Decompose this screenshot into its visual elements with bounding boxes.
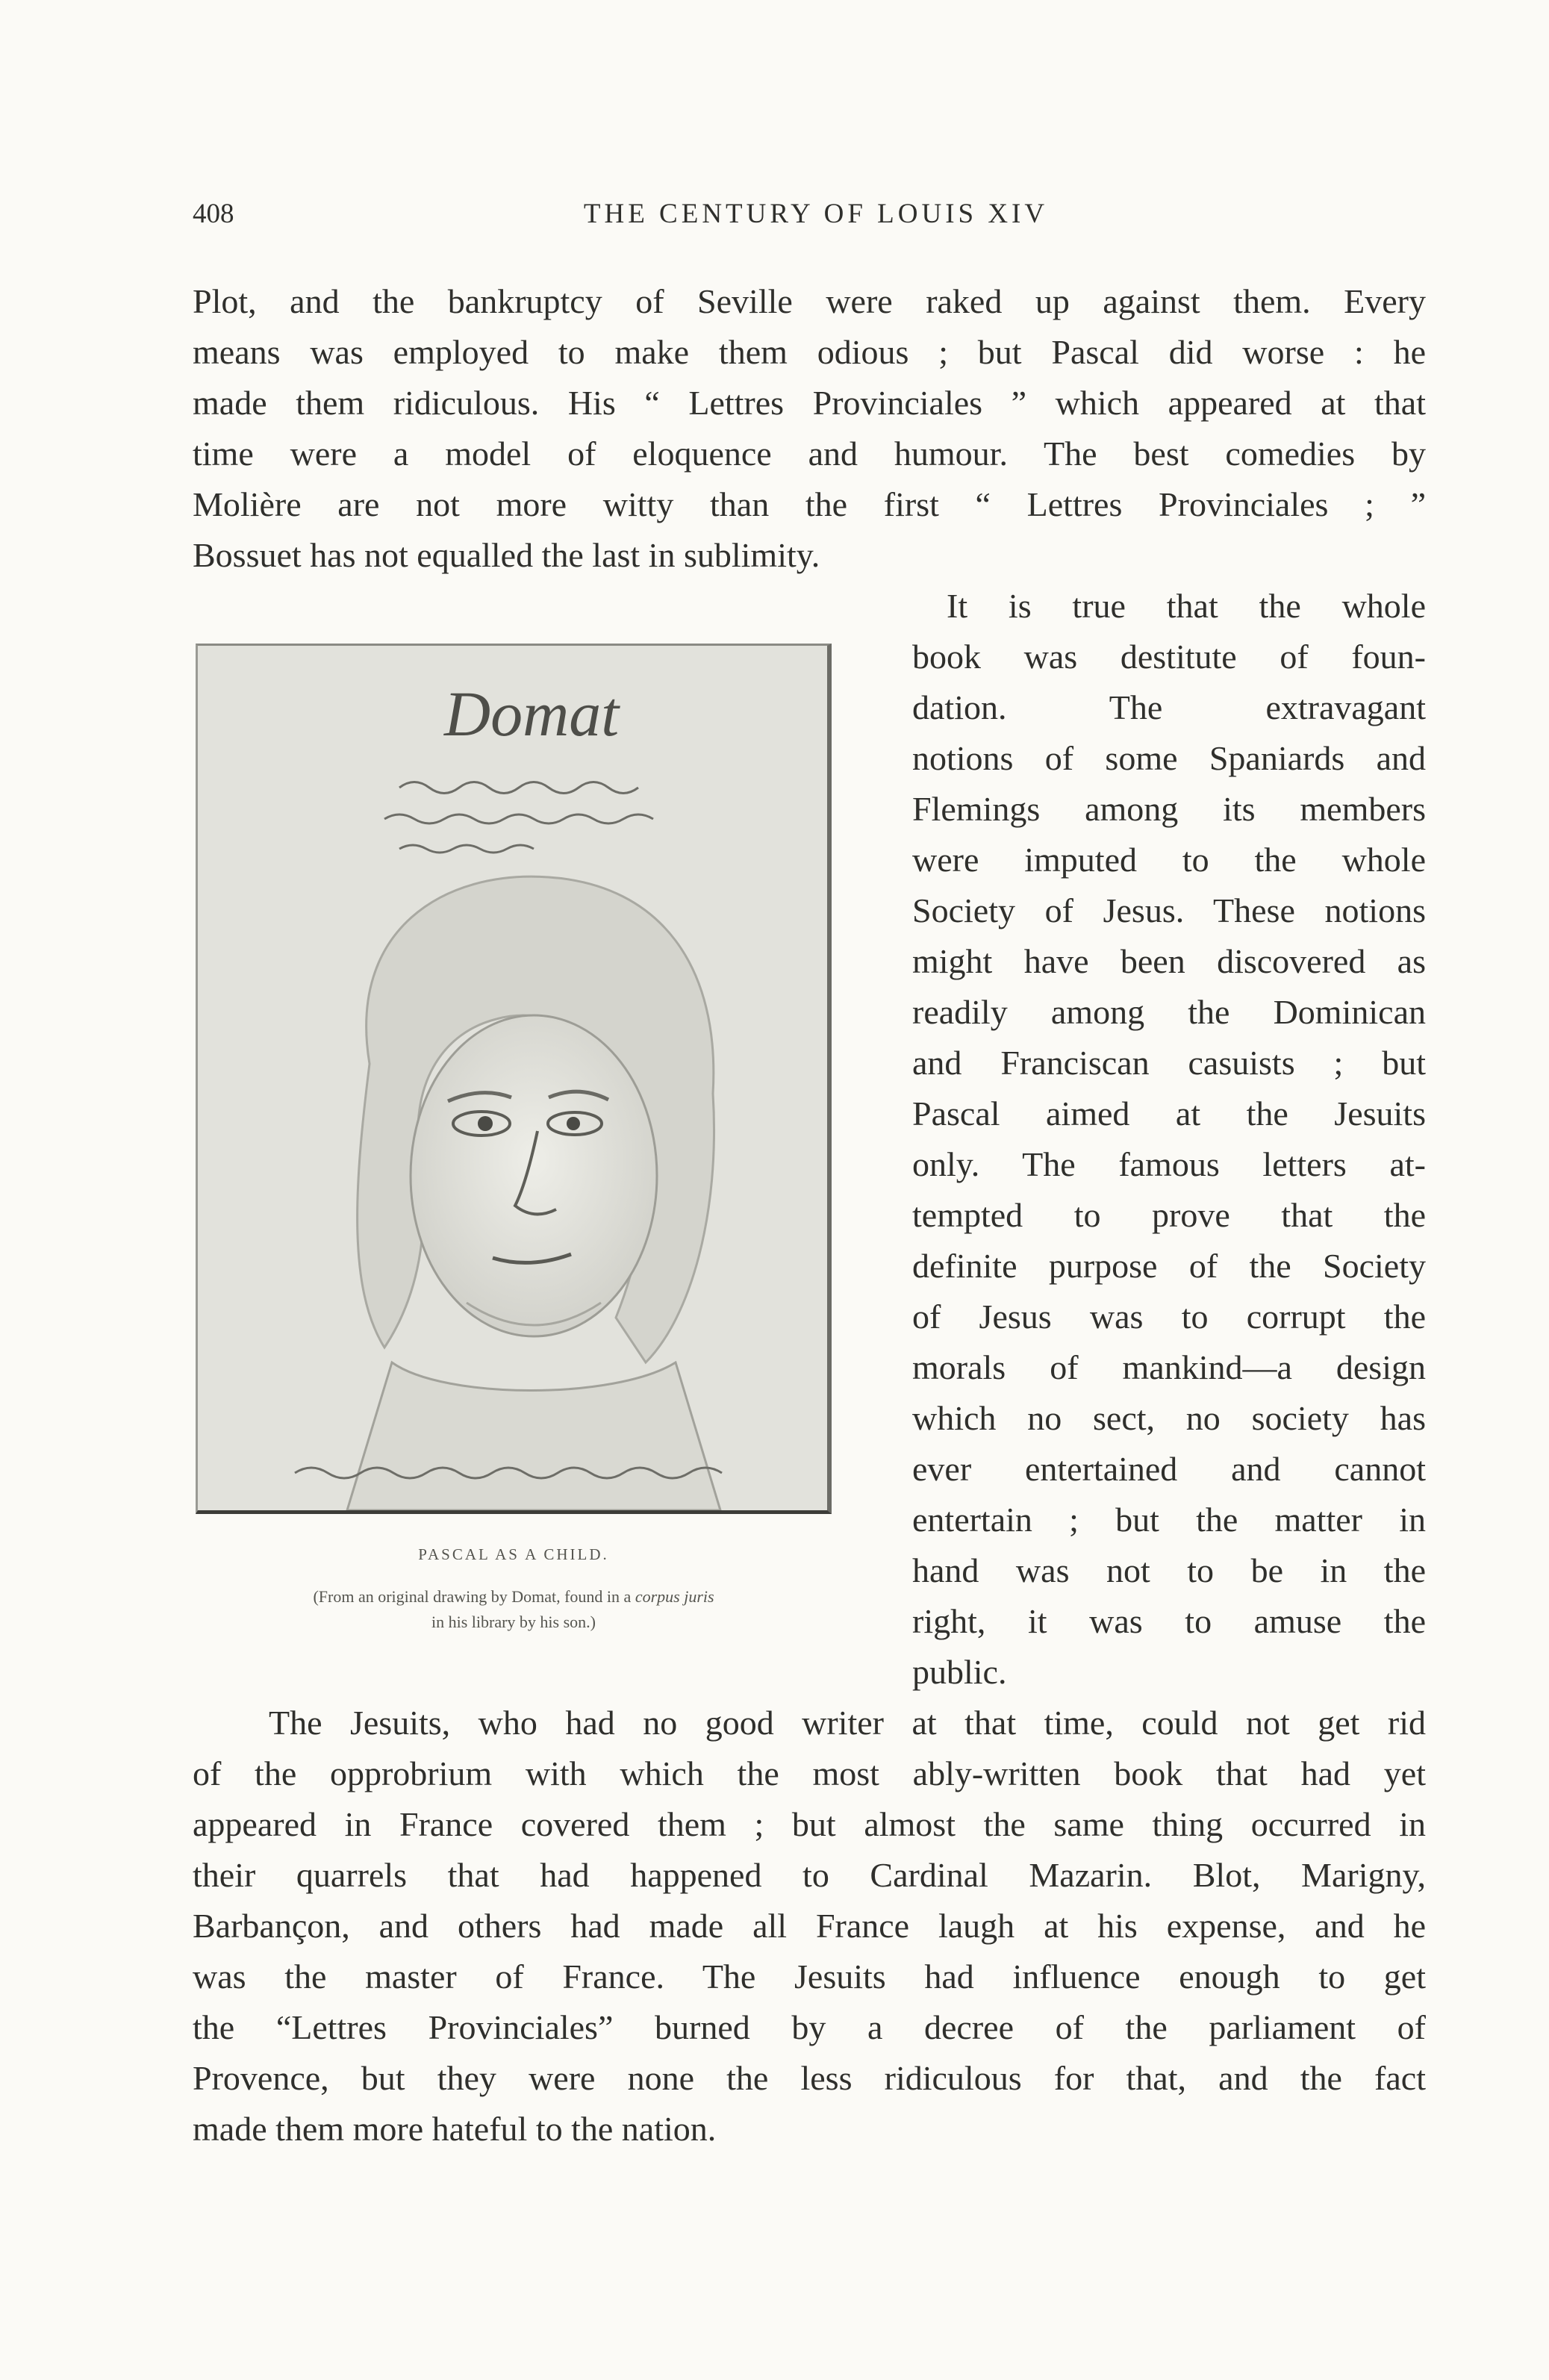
text-line: dation. The extravagant (912, 688, 1426, 726)
text-line: book was destitute of foun- (912, 638, 1426, 676)
text-line: right, it was to amuse the (912, 1602, 1426, 1640)
text-line: time were a model of eloquence and humour. The best comedies by (193, 434, 1426, 473)
text-line: appeared in France covered them ; but almost the same thing occurred in (193, 1805, 1426, 1843)
text-line: means was employed to make them odious ; but Pascal did worse : he (193, 333, 1426, 371)
running-head (193, 196, 1424, 233)
portrait-drawing (198, 646, 827, 1510)
text-line: entertain ; but the matter in (912, 1501, 1426, 1539)
text-line: their quarrels that had happened to Cardinal Mazarin. Blot, Marigny, (193, 1856, 1426, 1894)
running-title: THE CENTURY OF LOUIS XIV (583, 199, 1049, 229)
text-line: Pascal aimed at the Jesuits (912, 1094, 1426, 1133)
text-line: public. (912, 1653, 1007, 1691)
text-line: was the master of France. The Jesuits had influence enough to get (193, 1957, 1426, 1996)
text-line: ever entertained and cannot (912, 1450, 1426, 1488)
text-line: Flemings among its members (912, 790, 1426, 828)
text-line: and Franciscan casuists ; but (912, 1044, 1426, 1082)
right-pupil (567, 1117, 580, 1130)
text-line: morals of mankind—a design (912, 1348, 1426, 1386)
page-number: 408 (193, 199, 234, 229)
text-line: Provence, but they were none the less ridiculous for that, and the fact (193, 2059, 1426, 2097)
caption-note-text: in his library by his son.) (431, 1613, 596, 1631)
figure-caption-note (196, 1584, 832, 1635)
artist-signature: Domat (444, 678, 620, 750)
caption-note-text: (From an original drawing by Domat, found in a (313, 1587, 635, 1606)
text-line: which no sect, no society has (912, 1399, 1426, 1437)
face-outline (411, 1015, 657, 1336)
caption-note-italic: corpus juris (635, 1587, 714, 1606)
text-line: readily among the Dominican (912, 993, 1426, 1031)
text-line: made them more hateful to the nation. (193, 2110, 717, 2148)
text-line: tempted to prove that the (912, 1196, 1426, 1234)
text-line: Molière are not more witty than the first “ Lettres Provinciales ; ” (193, 485, 1426, 523)
text-line: of the opprobrium with which the most ably-written book that had yet (193, 1754, 1426, 1792)
text-line: might have been discovered as (912, 942, 1426, 980)
text-line: were imputed to the whole (912, 841, 1426, 879)
left-pupil (478, 1116, 493, 1131)
text-line: The Jesuits, who had no good writer at that time, could not get rid (269, 1704, 1426, 1742)
text-line: of Jesus was to corrupt the (912, 1298, 1426, 1336)
text-line: Barbançon, and others had made all France laugh at his expense, and he (193, 1907, 1426, 1945)
portrait-figure (196, 644, 832, 1514)
text-line: definite purpose of the Society (912, 1247, 1426, 1285)
text-line: Plot, and the bankruptcy of Seville were raked up against them. Every (193, 282, 1426, 320)
text-line: Bossuet has not equalled the last in sublimity. (193, 536, 820, 574)
text-line: the “Lettres Provinciales” burned by a decree of the parliament of (193, 2008, 1426, 2046)
text-line: hand was not to be in the (912, 1551, 1426, 1589)
text-line: notions of some Spaniards and (912, 739, 1426, 777)
figure-caption-title: PASCAL AS A CHILD. (418, 1545, 609, 1563)
text-line: made them ridiculous. His “ Lettres Provinciales ” which appeared at that (193, 384, 1426, 422)
text-line: only. The famous letters at- (912, 1145, 1426, 1183)
text-line: It is true that the whole (947, 587, 1426, 625)
text-line: Society of Jesus. These notions (912, 891, 1426, 929)
